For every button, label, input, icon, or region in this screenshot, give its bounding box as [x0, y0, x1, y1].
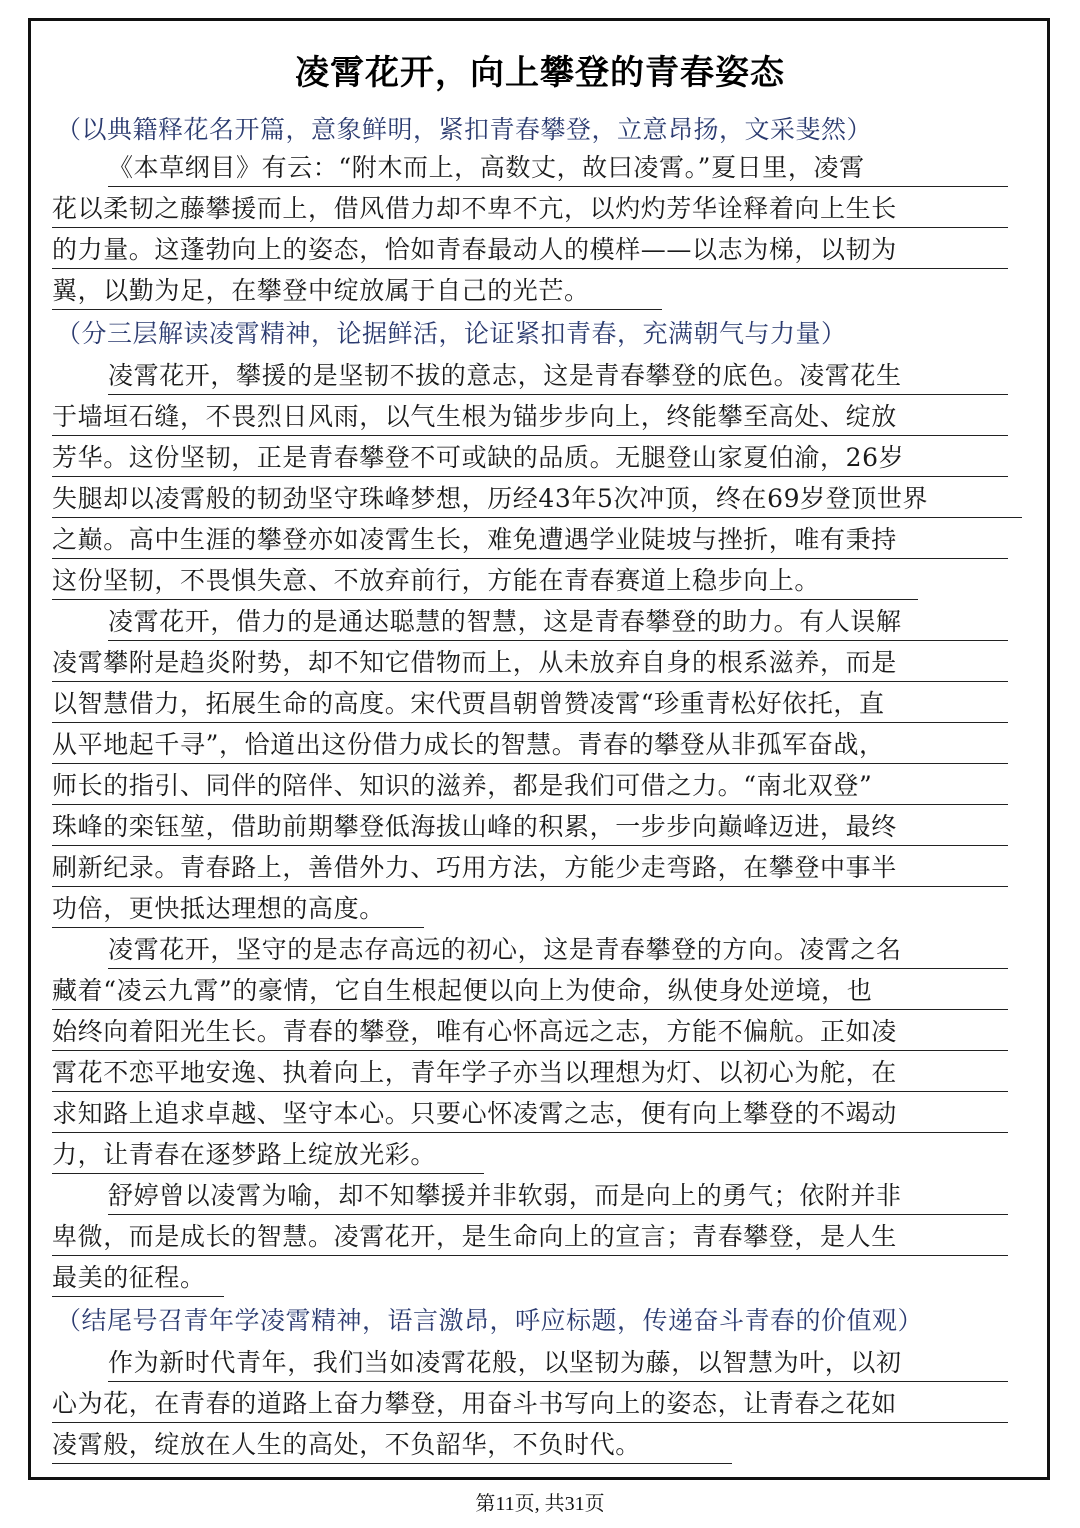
text-line: 失腿却以凌霄般的韧劲坚守珠峰梦想，历经43年5次冲顶，终在69岁登顶世界 — [52, 481, 1022, 518]
text-line: 花以柔韧之藤攀援而上，借风借力却不卑不亢，以灼灼芳华诠释着向上生长 — [52, 191, 1008, 228]
essay-title: 凌霄花开，向上攀登的青春姿态 — [295, 53, 785, 93]
annotation-ending: （结尾号召青年学凌霄精神，语言激昂，呼应标题，传递奋斗青春的价值观） — [56, 1306, 924, 1335]
text-line: 的力量。这蓬勃向上的姿态，恰如青春最动人的模样——以志为梯，以韧为 — [52, 232, 1008, 269]
text-line: 卑微，而是成长的智慧。凌霄花开，是生命向上的宣言；青春攀登，是人生 — [52, 1219, 1008, 1256]
text-line: 《本草纲目》有云：“附木而上，高数丈，故曰凌霄。”夏日里，凌霄 — [108, 150, 1008, 187]
text-line: 凌霄花开，攀援的是坚韧不拔的意志，这是青春攀登的底色。凌霄花生 — [108, 358, 1008, 395]
text-line: 求知路上追求卓越、坚守本心。只要心怀凌霄之志，便有向上攀登的不竭动 — [52, 1096, 1008, 1133]
text-line: 之巅。高中生涯的攀登亦如凌霄生长，难免遭遇学业陡坡与挫折，唯有秉持 — [52, 522, 1008, 559]
text-line: 珠峰的栾钰堃，借助前期攀登低海拔山峰的积累，一步步向巅峰迈进，最终 — [52, 809, 1008, 846]
text-line: 藏着“凌云九霄”的豪情，它自生根起便以向上为使命，纵使身处逆境，也 — [52, 973, 1008, 1010]
text-line: 这份坚韧，不畏惧失意、不放弃前行，方能在青春赛道上稳步向上。 — [52, 563, 918, 600]
page-number: 第11页, 共31页 — [475, 1493, 605, 1515]
text-line: 以智慧借力，拓展生命的高度。宋代贾昌朝曾赞凌霄“珍重青松好依托，直 — [52, 686, 1008, 723]
text-line: 从平地起千寻”，恰道出这份借力成长的智慧。青春的攀登从非孤军奋战， — [52, 727, 1008, 764]
text-line: 凌霄花开，借力的是通达聪慧的智慧，这是青春攀登的助力。有人误解 — [108, 604, 1008, 641]
text-line: 舒婷曾以凌霄为喻，却不知攀援并非软弱，而是向上的勇气；依附并非 — [108, 1178, 1008, 1215]
annotation-body: （分三层解读凌霄精神，论据鲜活，论证紧扣青春，充满朝气与力量） — [56, 319, 847, 348]
text-line: 凌霄花开，坚守的是志存高远的初心，这是青春攀登的方向。凌霄之名 — [108, 932, 1008, 969]
text-line: 师长的指引、同伴的陪伴、知识的滋养，都是我们可借之力。“南北双登” — [52, 768, 1008, 805]
text-line: 于墙垣石缝，不畏烈日风雨，以气生根为锚步步向上，终能攀至高处、绽放 — [52, 399, 1008, 436]
text-line: 凌霄般，绽放在人生的高处，不负韶华，不负时代。 — [52, 1427, 732, 1464]
text-line: 功倍，更快抵达理想的高度。 — [52, 891, 424, 928]
text-line: 始终向着阳光生长。青春的攀登，唯有心怀高远之志，方能不偏航。正如凌 — [52, 1014, 1008, 1051]
annotation-intro: （以典籍释花名开篇，意象鲜明，紧扣青春攀登，立意昂扬，文采斐然） — [56, 115, 873, 144]
text-line: 芳华。这份坚韧，正是青春攀登不可或缺的品质。无腿登山家夏伯渝，26岁 — [52, 440, 1008, 477]
text-line: 最美的征程。 — [52, 1260, 224, 1297]
text-line: 心为花，在青春的道路上奋力攀登，用奋斗书写向上的姿态，让青春之花如 — [52, 1386, 1008, 1423]
text-line: 作为新时代青年，我们当如凌霄花般，以坚韧为藤，以智慧为叶，以初 — [108, 1345, 1008, 1382]
text-line: 刷新纪录。青春路上，善借外力、巧用方法，方能少走弯路，在攀登中事半 — [52, 850, 1008, 887]
text-line: 霄花不恋平地安逸、执着向上，青年学子亦当以理想为灯、以初心为舵，在 — [52, 1055, 1008, 1092]
text-line: 翼，以勤为足，在攀登中绽放属于自己的光芒。 — [52, 273, 662, 310]
text-line: 力，让青春在逐梦路上绽放光彩。 — [52, 1137, 484, 1174]
text-line: 凌霄攀附是趋炎附势，却不知它借物而上，从未放弃自身的根系滋养，而是 — [52, 645, 1008, 682]
